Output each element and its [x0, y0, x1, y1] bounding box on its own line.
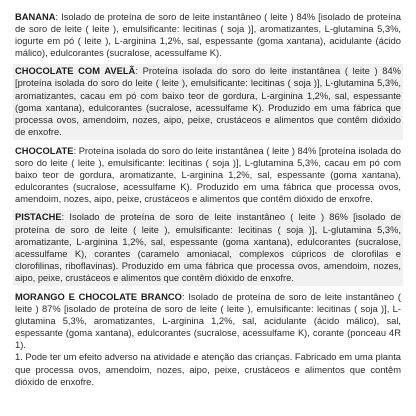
flavor-label: CHOCOLATE COM AVELÃ [15, 66, 136, 77]
flavor-label: MORANGO E CHOCOLATE BRANCO [15, 291, 182, 302]
ingredients-paragraph [15, 11, 401, 59]
flavor-label: BANANA [15, 12, 56, 22]
ingredients-text: : Proteína isolada do soro do leite instantânea ( leite ) 84% [proteína isolada do soro do leite ( leite ), emulsificante: lecitinas ( soja )], L-glutamina 5,3%, aromatizantes, cacau em pó com baixo teor de gordura, L-arginina 1,2%, sal, espessante (goma xantana), edulcorantes (sucralose, acessulfame K). Produzido em uma fábrica que processa ovos, amendoim, nozes, aipo, peixe, crustáceos e alimentos que contêm dióxido de enxofre. [15, 66, 401, 137]
section-chocolate-com-avela [13, 64, 403, 140]
flavor-label: CHOCOLATE [15, 145, 74, 156]
section-morango-chocolate-branco [15, 291, 401, 388]
section-pistache [13, 210, 403, 286]
ingredients-paragraph [15, 65, 401, 138]
ingredients-paragraph [15, 291, 401, 351]
ingredients-text: : Isolado de proteína de soro de leite instantâneo ( leite ) 86% [isolado de proteína de soro de leite ( leite ), emulsificante: lecitinas ( soja )], L-glutamina 5,3%, aromatizante, L-arginina 1,2%, sal, espessante (goma xantana), edulcorantes (sucralose, acessulfame K), corantes (caramelo amoniacal, complexos cúpricos de clorofilas e clorofilinas, riboflavinas). Produzido em uma fábrica que processa ovos, amendoim, nozes, aipo, peixe, crustáceos e alimentos que contêm dióxido de enxofre. [15, 212, 401, 283]
ingredients-text: : Proteína isolada do soro do leite instantânea ( leite ) 84% [proteína isolada do soro do leite ( leite ), emulsificante: lecitinas ( soja )], L-glutamina 5,3%, cacau em pó com baixo teor de gordura, aromatizante, L-arginina 1,2%, sal, espessante (goma xantana), edulcorantes (sucralose, acessulfame K). Produzido em uma fábrica que processa ovos, amendoim, nozes, aipo, peixe, crustáceos e alimentos que contêm dióxido de enxofre. [15, 145, 401, 205]
ingredients-paragraph [15, 145, 401, 205]
footnote: 1. Pode ter um efeito adverso na atividade e atenção das crianças. Fabricado em uma planta que processa ovos, amendoim, nozes, aipo, peixe, crustáceos e alimentos que contêm dióxido de enxofre. [15, 352, 401, 387]
section-banana [15, 11, 401, 59]
ingredients-text: : Isolado de proteína de soro de leite instantâneo ( leite ) 87% [isolado de proteína de soro de leite ( leite ), emulsificante: lecitinas ( soja )], L-glutamina 5,3%, aromatizantes, L-arginina 1,2%, sal, acidulante (ácido málico), sal, espessante (goma xantana), edulcorantes (sucralose, acessulfame K), corante (ponceau 4R 1). [15, 291, 401, 351]
ingredients-text: : Isolado de proteína de soro de leite instantâneo ( leite ) 84% [isolado de proteína de soro de leite ( leite ), emulsificante: lecitinas ( soja )], aromatizantes, L-glutamina 5,3%, iogurte em pó ( leite ), L-arginina 1,2%, sal, espessante (goma xantana), acidulante (ácido málico), edulcorantes (sucralose, acessulfame K). [15, 12, 401, 59]
section-chocolate [15, 145, 401, 205]
flavor-label: PISTACHE [15, 212, 62, 223]
ingredients-paragraph [15, 211, 401, 284]
